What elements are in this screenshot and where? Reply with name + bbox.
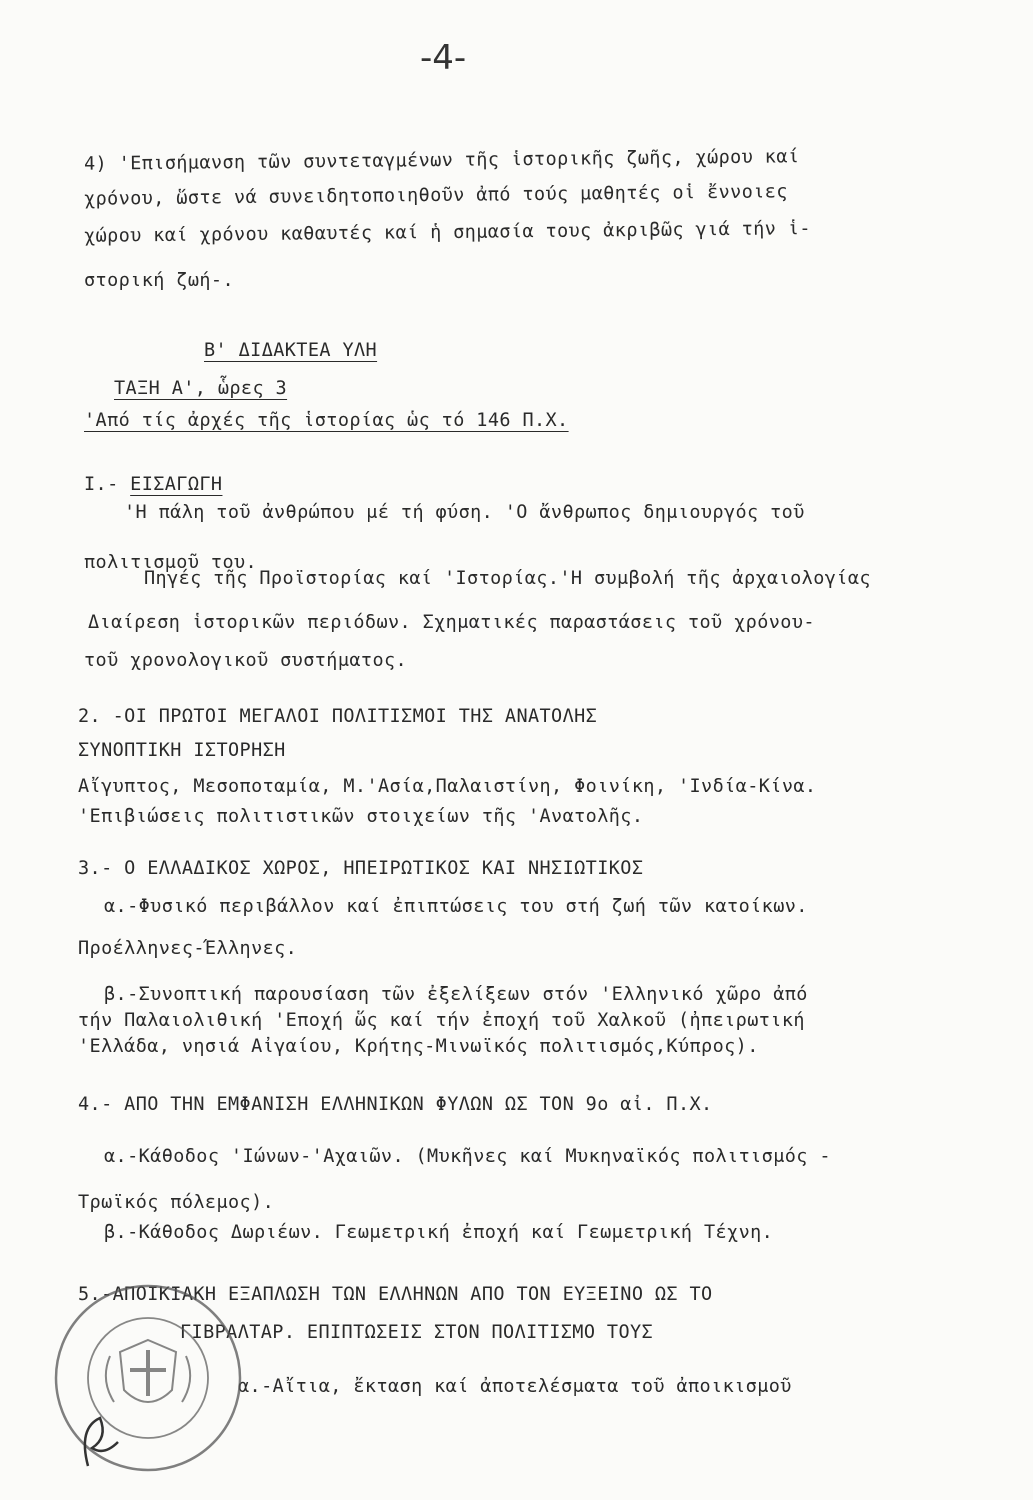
paragraph-4-line-4: στορική ζωή-. [84, 270, 234, 291]
heading-didaktea-yli: Β' ΔΙΔΑΚΤΕΑ ΥΛΗ [204, 340, 378, 361]
section-1-number: I.- [84, 474, 131, 495]
section-5-line-a: α.-Αἴτια, ἔκταση καί ἀποτελέσματα τοῦ ἀποικισμοῦ [238, 1376, 792, 1397]
section-1-line-2: πολιτισμοῦ του. [84, 552, 258, 573]
section-1-line-4: Διαίρεση ἱστορικῶν περιόδων. Σχηματικές παραστάσεις τοῦ χρόνου- [88, 612, 815, 633]
section-5-subheading: ΓΙΒΡΑΛΤΑΡ. ΕΠΙΠΤΩΣΕΙΣ ΣΤΟΝ ΠΟΛΙΤΙΣΜΟ ΤΟΥΣ [180, 1322, 654, 1343]
official-seal-stamp [48, 1278, 248, 1478]
section-3-line-b-cont-1: τήν Παλαιολιθική 'Εποχή ὥς καί τήν ἐποχή τοῦ Χαλκοῦ (ἠπειρωτική [78, 1010, 805, 1031]
section-2-line-1: Αἴγυπτος, Μεσοποταμία, Μ.'Ασία,Παλαιστίνη, Φοινίκη, 'Ινδία-Κίνα. [78, 776, 817, 797]
heading-taxi-a: ΤΑΞΗ Α', ὧρες 3 [114, 378, 288, 399]
section-1-line-5: τοῦ χρονολογικοῦ συστήματος. [84, 650, 408, 671]
section-5-heading: 5.-ΑΠΟΙΚΙΑΚΗ ΕΞΑΠΛΩΣΗ ΤΩΝ ΕΛΛΗΝΩΝ ΑΠΟ ΤΟΝ ΕΥΞΕΙΝΟ ΩΣ ΤΟ [78, 1284, 713, 1305]
paragraph-4-line-1: 4) 'Επισήμανση τῶν συντεταγμένων τῆς ἱστορικῆς ζωῆς, χώρου καί [83, 146, 800, 175]
section-4-line-a: α.-Κάθοδος 'Ιώνων-'Αχαιῶν. (Μυκῆνες καί Μυκηναϊκός πολιτισμός - [104, 1146, 831, 1167]
section-1-title: ΕΙΣΑΓΩΓΗ [130, 474, 223, 495]
signature-mark [85, 1418, 118, 1466]
section-2-line-2: 'Επιβιώσεις πολιτιστικῶν στοιχείων τῆς 'Ανατολῆς. [78, 806, 644, 827]
section-3-line-a-cont: Προέλληνες-Έλληνες. [78, 938, 298, 959]
section-1-line-1: 'Η πάλη τοῦ ἀνθρώπου μέ τή φύση. 'Ο ἄνθρωπος δημιουργός τοῦ [124, 502, 805, 523]
page-number: -4- [420, 38, 467, 78]
paragraph-4-line-3: χώρου καί χρόνου καθαυτές καί ἡ σημασία τους ἀκριβῶς γιά τήν ἱ- [83, 218, 811, 247]
section-1-heading [84, 474, 222, 495]
section-4-heading: 4.- ΑΠΟ ΤΗΝ ΕΜΦΑΝΙΣΗ ΕΛΛΗΝΙΚΩΝ ΦΥΛΩΝ ΩΣ ΤΟΝ 9ο αἰ. Π.Χ. [78, 1094, 713, 1115]
section-1-line-3: Πηγές τῆς Προϊστορίας καί 'Ιστορίας.'Η συμβολή τῆς ἀρχαιολογίας [144, 568, 871, 589]
section-3-line-a: α.-Φυσικό περιβάλλον καί ἐπιπτώσεις του στή ζωή τῶν κατοίκων. [104, 896, 808, 917]
section-3-line-b-cont-2: 'Ελλάδα, νησιά Αἰγαίου, Κρήτης-Μινωϊκός πολιτισμός,Κύπρος). [78, 1036, 759, 1057]
section-2-subheading: ΣΥΝΟΠΤΙΚΗ ΙΣΤΟΡΗΣΗ [78, 740, 286, 761]
section-4-line-b: β.-Κάθοδος Δωριέων. Γεωμετρική ἐποχή καί Γεωμετρική Τέχνη. [104, 1222, 774, 1243]
section-3-heading: 3.- Ο ΕΛΛΑΔΙΚΟΣ ΧΩΡΟΣ, ΗΠΕΙΡΩΤΙΚΟΣ ΚΑΙ ΝΗΣΙΩΤΙΚΟΣ [78, 858, 644, 879]
section-4-line-a-cont: Τρωϊκός πόλεμος). [78, 1192, 275, 1213]
heading-scope: 'Από τίς ἀρχές τῆς ἱστορίας ὡς τό 146 Π.Χ. [84, 410, 569, 431]
paragraph-4-line-2: χρόνου, ὥστε νά συνειδητοποιηθοῦν ἀπό τούς μαθητές οἱ ἔννοιες [83, 181, 788, 210]
coat-of-arms-icon [106, 1340, 190, 1402]
section-3-line-b: β.-Συνοπτική παρουσίαση τῶν ἐξελίξεων στόν 'Ελληνικό χῶρο ἀπό [104, 984, 808, 1005]
section-2-heading: 2. -ΟΙ ΠΡΩΤΟΙ ΜΕΓΑΛΟΙ ΠΟΛΙΤΙΣΜΟΙ ΤΗΣ ΑΝΑΤΟΛΗΣ [78, 706, 598, 727]
